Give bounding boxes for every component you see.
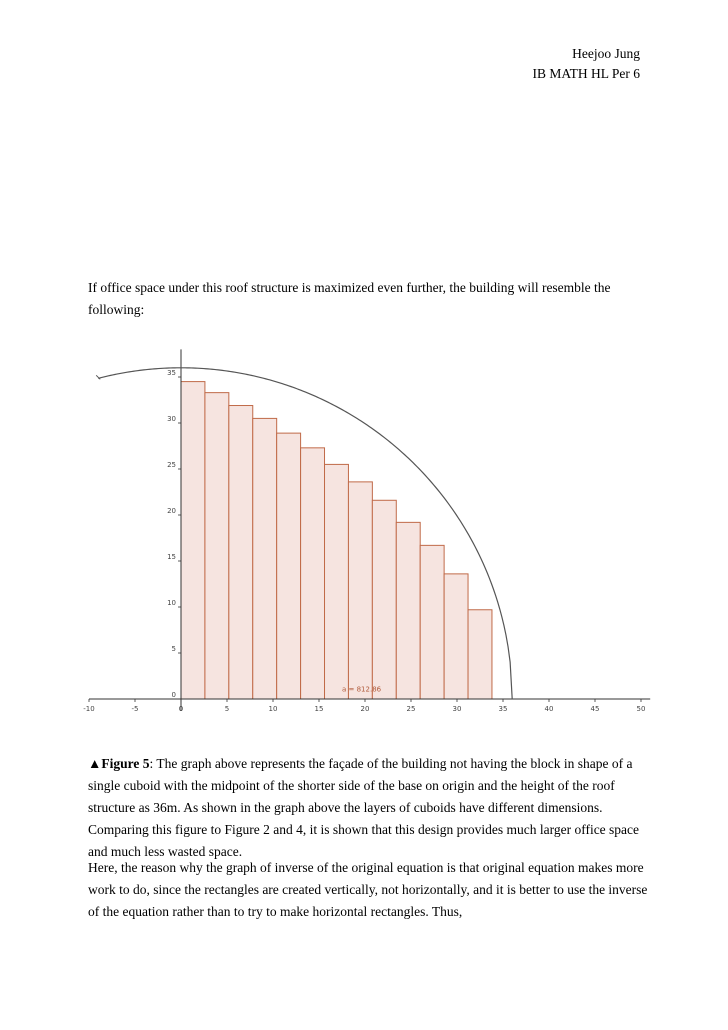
x-tick-label-10: 40	[544, 705, 554, 713]
x-tick-label-3: 5	[224, 705, 230, 713]
curve-end-mark	[96, 375, 100, 379]
bar-10	[420, 545, 444, 699]
y-tick-label-1: 5	[171, 645, 176, 653]
x-tick-label-7: 25	[406, 705, 416, 713]
caption-label: ▲Figure 5	[88, 756, 150, 771]
x-tick-label-0: -10	[83, 705, 95, 713]
y-tick-label-7: 35	[167, 369, 176, 377]
bar-8	[372, 500, 396, 699]
bar-12	[468, 610, 492, 699]
bar-5	[301, 448, 325, 699]
x-tick-label-4: 10	[268, 705, 278, 713]
bar-6	[325, 464, 349, 699]
x-tick-label-12: 50	[636, 705, 646, 713]
bar-0	[181, 382, 205, 699]
bar-9	[396, 522, 420, 699]
x-tick-label-6: 20	[360, 705, 370, 713]
x-tick-label-1: -5	[131, 705, 139, 713]
y-tick-label-3: 15	[167, 553, 176, 561]
area-label: a = 812.86	[342, 685, 382, 694]
y-tick-label-4: 20	[167, 507, 176, 515]
x-tick-label-5: 15	[314, 705, 324, 713]
intro-paragraph: If office space under this roof structure is maximized even further, the building will resemble the following:	[88, 280, 611, 317]
page-header	[533, 44, 641, 84]
x-tick-label-9: 35	[498, 705, 508, 713]
x-tick-label-8: 30	[452, 705, 462, 713]
closing-paragraph: Here, the reason why the graph of inverse of the original equation is that original equation makes more work to do, since the rectangles are created vertically, not horizontally, and it is better to use the inverse of the equation rather than to try to make horizontal rectangles. Thus,	[88, 860, 648, 919]
course-name: IB MATH HL Per 6	[532, 66, 640, 81]
figure-5-graph	[80, 330, 660, 720]
y-tick-label-5: 25	[167, 461, 176, 469]
figure-caption	[88, 753, 648, 863]
y-tick-label-2: 10	[167, 599, 176, 607]
bar-2	[229, 406, 253, 699]
bar-7	[348, 482, 372, 699]
y-tick-label-6: 30	[167, 415, 176, 423]
x-tick-label-2: 0	[178, 705, 184, 713]
bar-3	[253, 418, 277, 699]
bar-1	[205, 393, 229, 699]
bar-4	[277, 433, 301, 699]
caption-text: : The graph above represents the façade of the building not having the block in shape of a single cuboid with the midpoint of the shorter side of the base on origin and the height of the roof structure as 36m. As shown in the graph above the layers of cuboids have different dimensions. Comparing this figure to Figure 2 and 4, it is shown that this design provides much larger office space and much less wasted space.	[88, 756, 640, 859]
author-name: Heejoo Jung	[572, 46, 640, 61]
x-tick-label-11: 45	[590, 705, 600, 713]
y-tick-label-0: 0	[171, 691, 176, 699]
bar-11	[444, 574, 468, 699]
